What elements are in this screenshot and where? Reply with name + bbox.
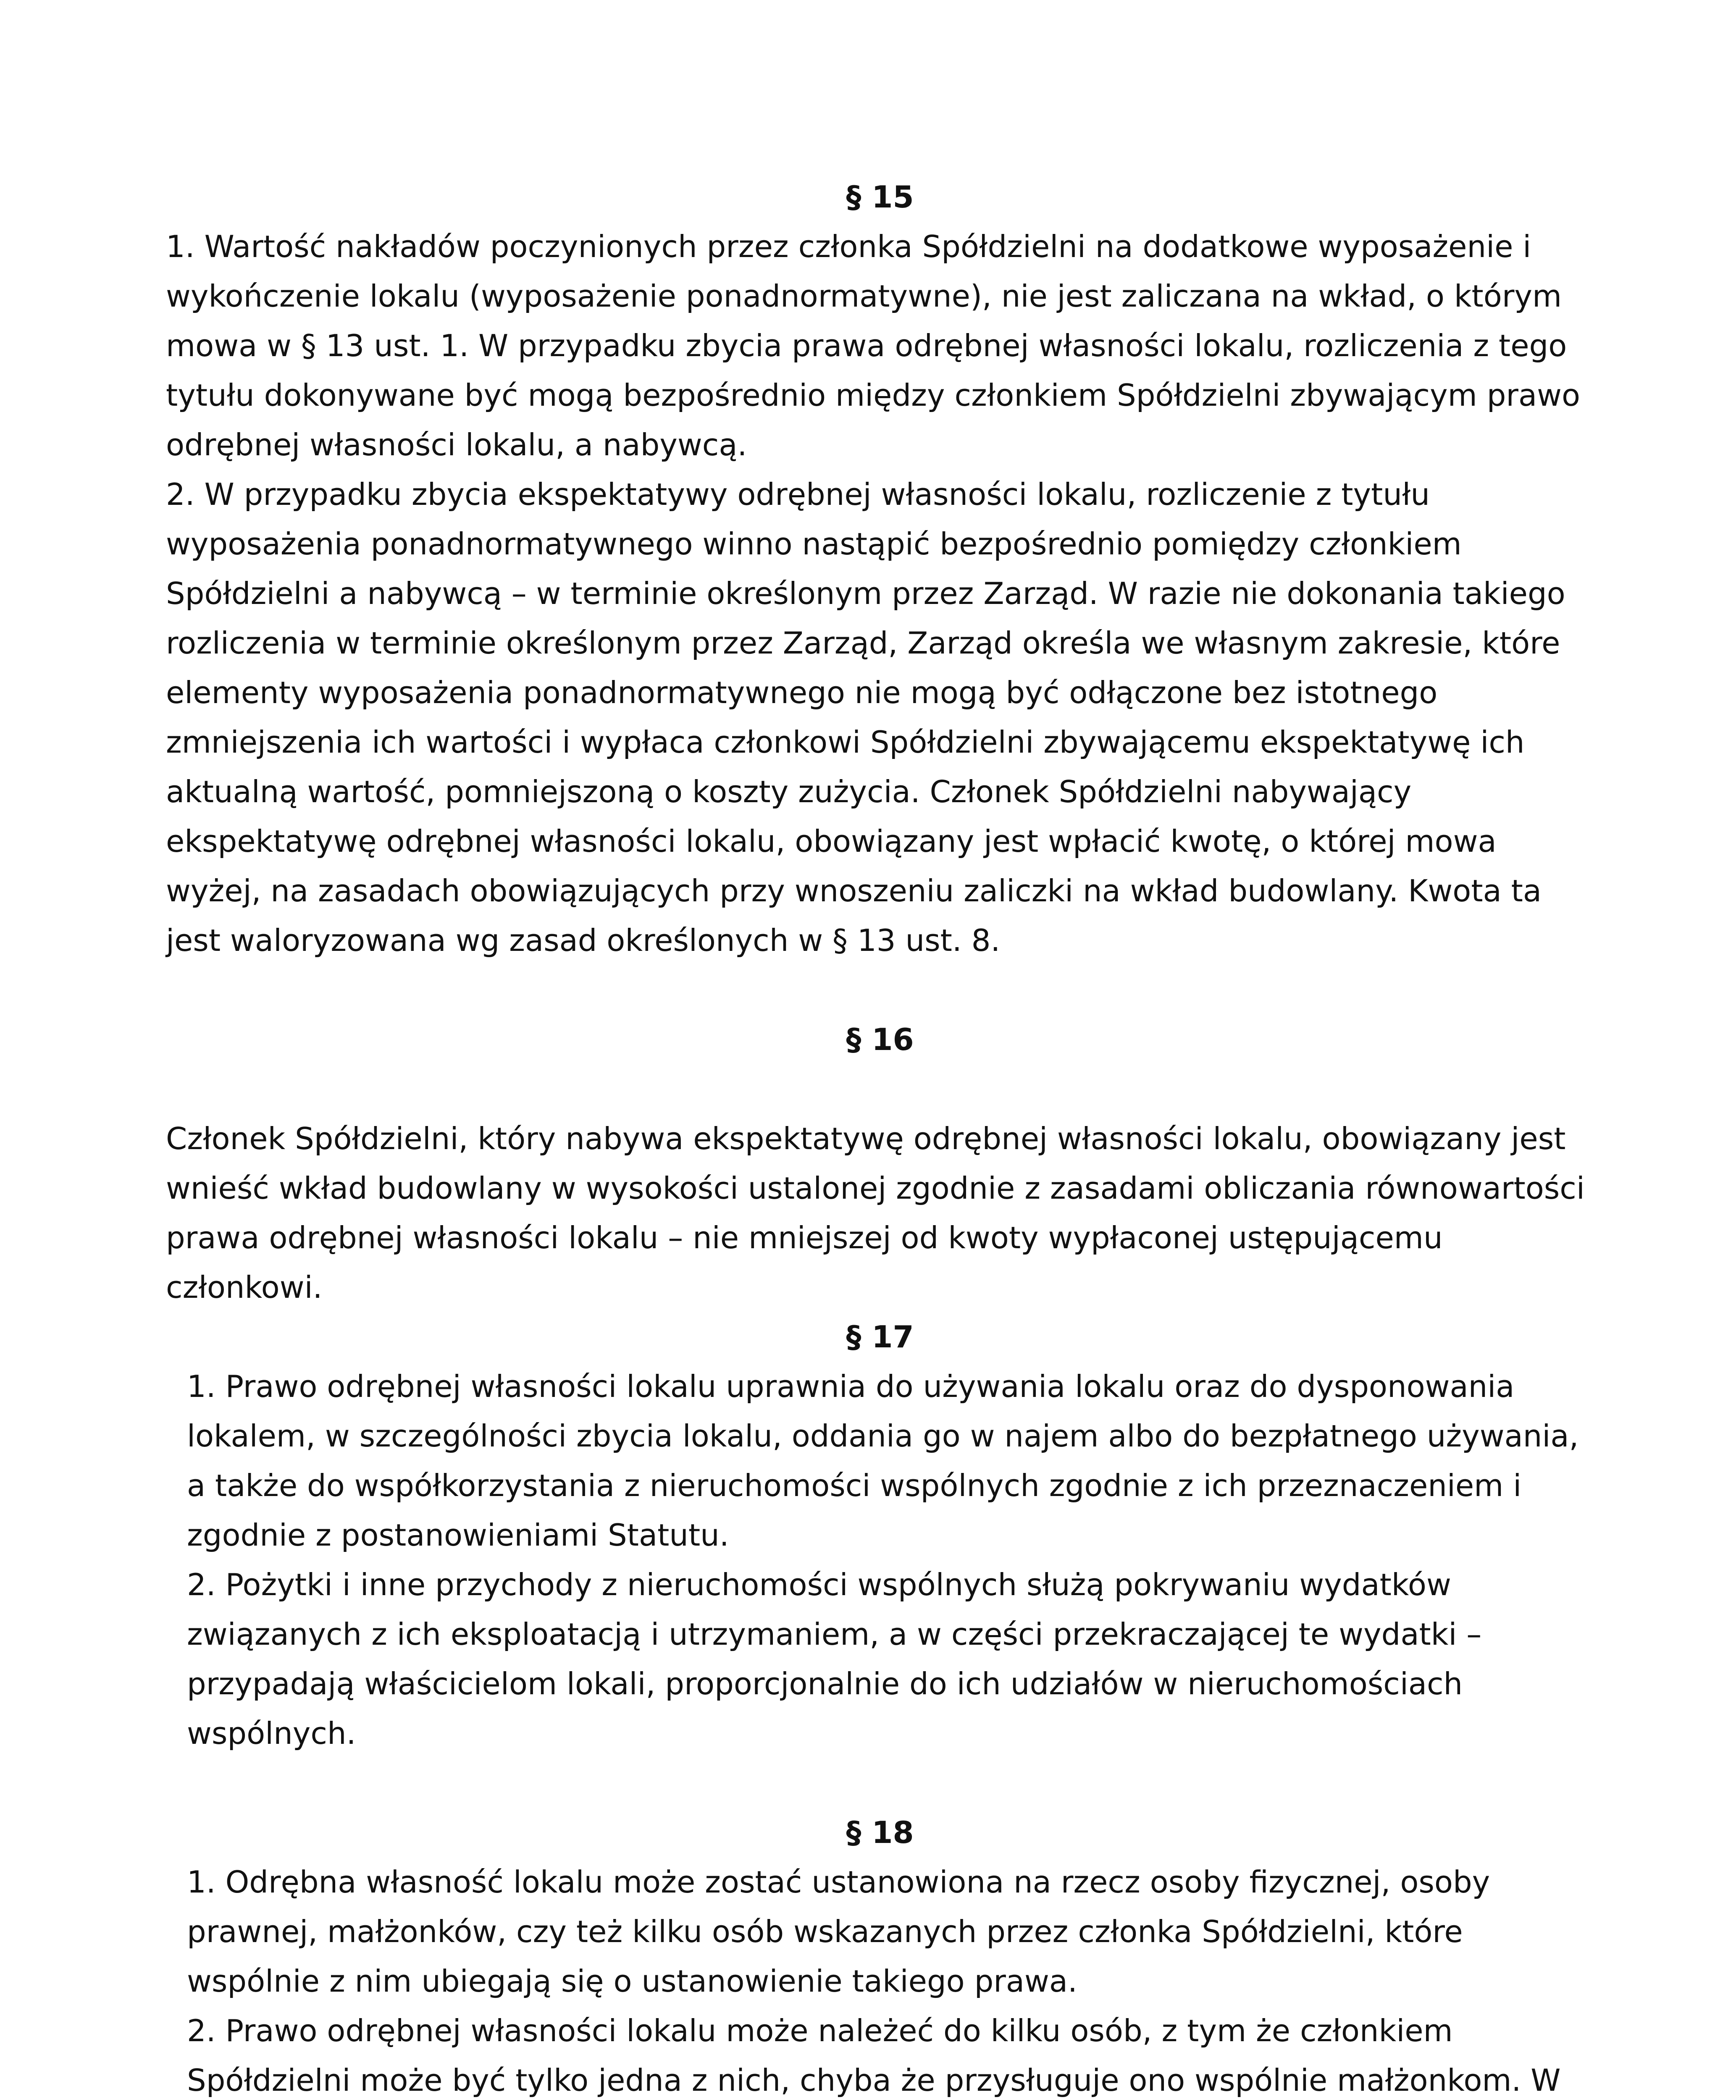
section-heading-18: § 18 <box>846 1815 914 1850</box>
section-heading-15: § 15 <box>846 179 914 215</box>
section-heading-17: § 17 <box>846 1319 914 1354</box>
spacer <box>166 1064 1594 1114</box>
section-15-paragraph-2: 2. W przypadku zbycia ekspektatywy odrębnej własności lokalu, rozliczenie z tytułu wyposażenia ponadnormatywnego winno nastąpić bezpośrednio pomiędzy członkiem Spółdzielni a nabywcą – w terminie określonym przez Zarząd. W razie nie dokonania takiego rozliczenia w terminie określonym przez Zarząd, Zarząd określa we własnym zakresie, które elementy wyposażenia ponadnormatywnego nie mogą być odłączone bez istotnego zmniejszenia ich wartości i wypłaca członkowi Spółdzielni zbywającemu ekspektatywę ich aktualną wartość, pomniejszoną o koszty zużycia. Członek Spółdzielni nabywający ekspektatywę odrębnej własności lokalu, obowiązany jest wpłacić kwotę, o której mowa wyżej, na zasadach obowiązujących przy wnoszeniu zaliczki na wkład budowlany. Kwota ta jest waloryzowana wg zasad określonych w § 13 ust. 8. <box>166 477 1565 958</box>
document-content <box>166 172 1594 2100</box>
section-17-paragraph-1: 1. Prawo odrębnej własności lokalu uprawnia do używania lokalu oraz do dysponowania lokalem, w szczególności zbycia lokalu, oddania go w najem albo do bezpłatnego używania, a także do współkorzystania z nieruchomości wspólnych zgodnie z ich przeznaczeniem i zgodnie z postanowieniami Statutu. <box>187 1369 1579 1553</box>
spacer <box>166 1758 1594 1808</box>
section-17-paragraph-2: 2. Pożytki i inne przychody z nieruchomości wspólnych służą pokrywaniu wydatków związanych z ich eksploatacją i utrzymaniem, a w części przekraczającej te wydatki – przypadają właścicielom lokali, proporcjonalnie do ich udziałów w nieruchomościach wspólnych. <box>187 1567 1482 1751</box>
section-15-paragraph-1: 1. Wartość nakładów poczynionych przez członka Spółdzielni na dodatkowe wyposażenie i wykończenie lokalu (wyposażenie ponadnormatywne), nie jest zaliczana na wkład, o którym mowa w § 13 ust. 1. W przypadku zbycia prawa odrębnej własności lokalu, rozliczenia z tego tytułu dokonywane być mogą bezpośrednio między członkiem Spółdzielni zbywającym prawo odrębnej własności lokalu, a nabywcą. <box>166 229 1581 462</box>
section-18-paragraph-1: 1. Odrębna własność lokalu może zostać ustanowiona na rzecz osoby fizycznej, osoby prawnej, małżonków, czy też kilku osób wskazanych przez członka Spółdzielni, które wspólnie z nim ubiegają się o ustanowienie takiego prawa. <box>187 1864 1490 1999</box>
spacer <box>166 965 1594 1015</box>
section-16-paragraph-1: Członek Spółdzielni, który nabywa ekspektatywę odrębnej własności lokalu, obowiązany jest wnieść wkład budowlany w wysokości ustalonej zgodnie z zasadami obliczania równowartości prawa odrębnej własności lokalu – nie mniejszej od kwoty wypłaconej ustępującemu członkowi. <box>166 1121 1585 1305</box>
section-18-paragraph-2: 2. Prawo odrębnej własności lokalu może należeć do kilku osób, z tym że członkiem Spółdzielni może być tylko jedna z nich, chyba że przysługuje ono wspólnie małżonkom. W <box>187 2013 1561 2098</box>
section-heading-16: § 16 <box>846 1022 914 1057</box>
